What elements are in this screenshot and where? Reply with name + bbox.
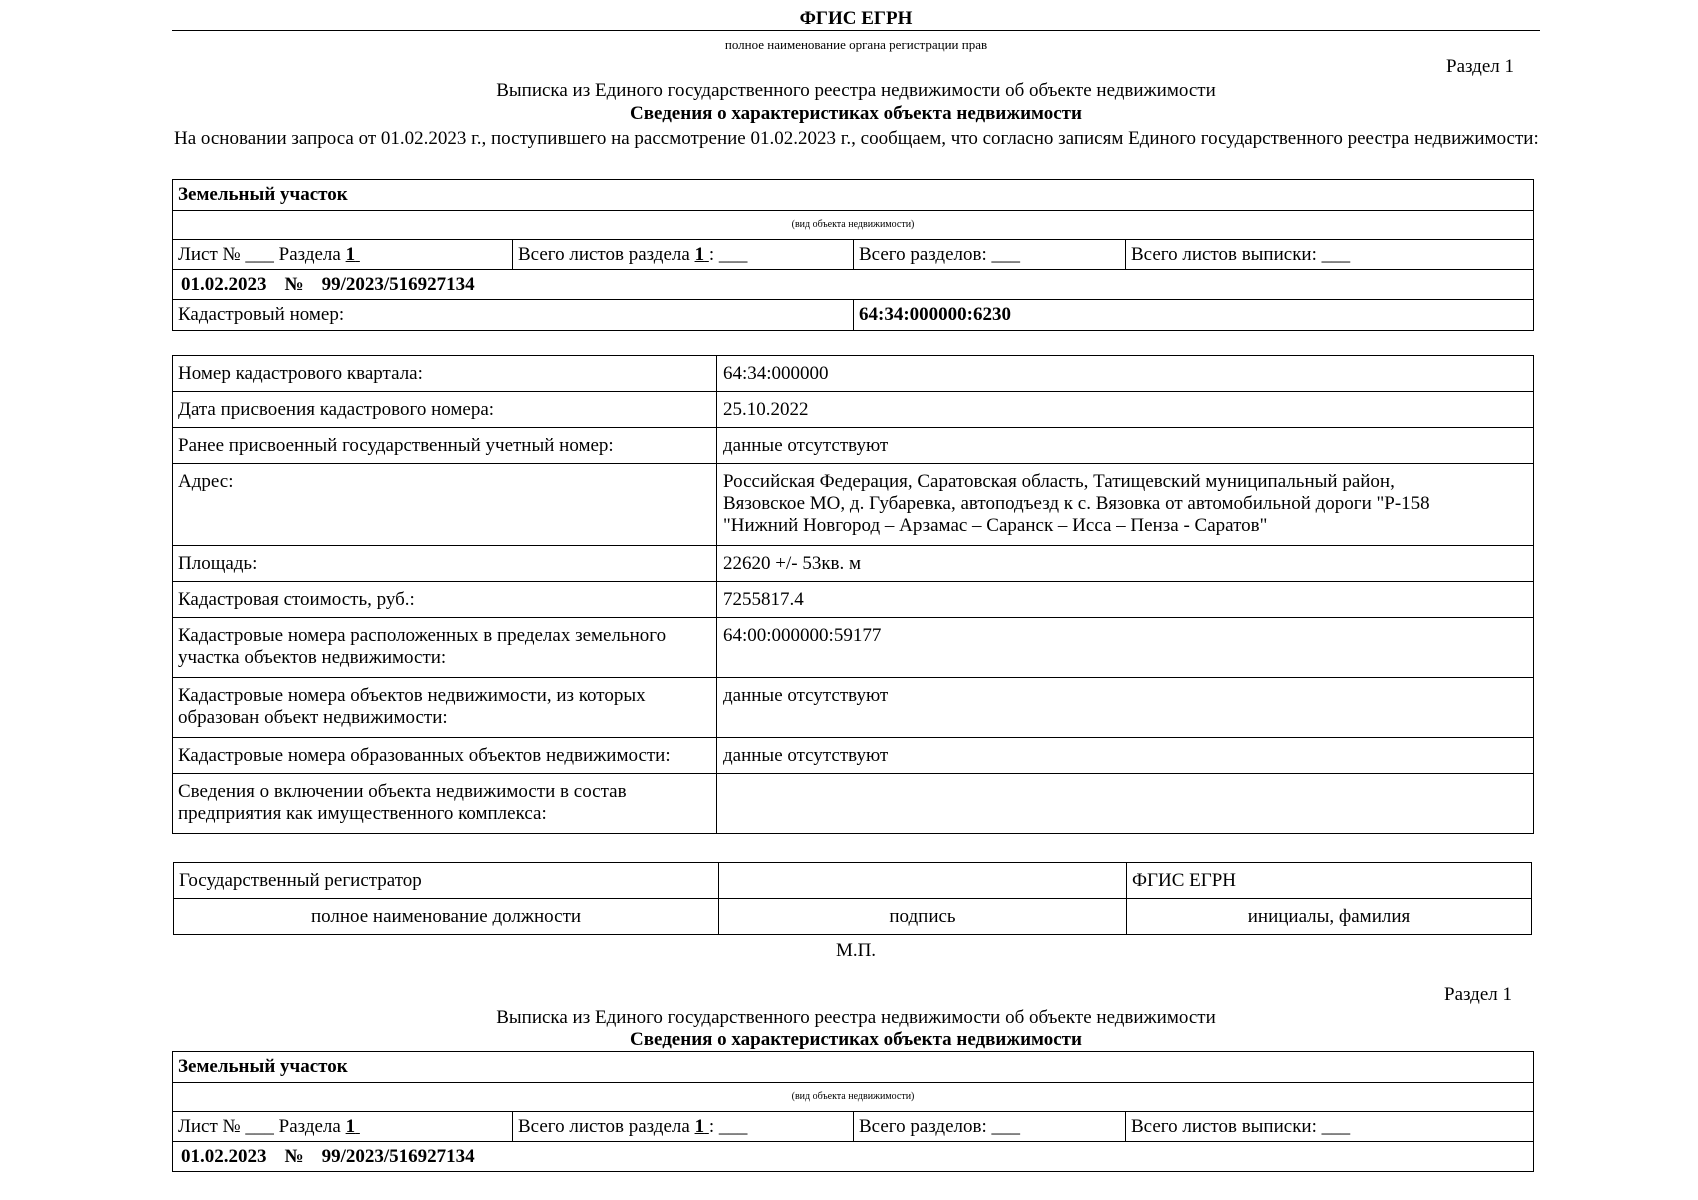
section-prefix: Раздела — [278, 243, 341, 265]
extract-date-number — [173, 1142, 1534, 1172]
property-label: Дата присвоения кадастрового номера: — [173, 392, 717, 428]
section-label-2: Раздел 1 — [1444, 984, 1512, 1005]
extract-title: Выписка из Единого государственного реестра недвижимости об объекте недвижимости — [496, 80, 1216, 101]
extract-number: 99/2023/516927134 — [321, 273, 475, 295]
total-sheets-label: Всего листов раздела — [518, 243, 690, 265]
object-type-caption: (вид объекта недвижимости) — [173, 1083, 1534, 1112]
number-sign: № — [284, 273, 304, 295]
total-extract-label: Всего листов выписки: ___ — [1126, 240, 1534, 270]
property-value: 7255817.4 — [717, 582, 1534, 618]
address-line: Российская Федерация, Саратовская область, Татищевский муниципальный район, — [723, 471, 1395, 492]
signature-caption: подпись — [719, 899, 1127, 935]
properties-table — [172, 355, 1534, 834]
signature-field — [719, 863, 1127, 899]
property-value: данные отсутствуют — [717, 428, 1534, 464]
sheet-number-cell — [173, 1112, 513, 1142]
property-value: 64:00:000000:59177 — [717, 618, 1534, 678]
number-sign: № — [284, 1145, 304, 1167]
object-type: Земельный участок — [173, 180, 1534, 211]
address-line: Вязовское МО, д. Губаревка, автоподъезд к с. Вязовка от автомобильной дороги "Р-158 — [723, 493, 1430, 514]
header-rule — [172, 30, 1540, 31]
label-line: образован объект недвижимости: — [178, 707, 448, 728]
total-sheets-suffix: : ___ — [708, 1115, 748, 1137]
position-caption: полное наименование должности — [174, 899, 719, 935]
label-line: предприятия как имущественного комплекса: — [178, 803, 547, 824]
property-label: Площадь: — [173, 546, 717, 582]
section-prefix: Раздела — [278, 1115, 341, 1137]
extract-title-2: Выписка из Единого государственного реестра недвижимости об объекте недвижимости — [496, 1007, 1216, 1028]
property-label: Адрес: — [173, 464, 717, 546]
registrar-position: Государственный регистратор — [174, 863, 719, 899]
sheet-label: Лист № — [178, 243, 241, 265]
property-value: 25.10.2022 — [717, 392, 1534, 428]
sheet-label: Лист № — [178, 1115, 241, 1137]
total-sheets-number: 1 — [694, 1115, 705, 1137]
intro-paragraph: На основании запроса от 01.02.2023 г., поступившего на рассмотрение 01.02.2023 г., сообщаем, что согласно записям Единого государственного реестра недвижимости: — [174, 128, 1539, 149]
extract-date: 01.02.2023 — [181, 1145, 267, 1167]
property-value — [717, 774, 1534, 834]
property-value: 22620 +/- 53кв. м — [717, 546, 1534, 582]
address-line: "Нижний Новгород – Арзамас – Саранск – Исса – Пенза - Саратов" — [723, 515, 1268, 536]
property-label: Кадастровые номера образованных объектов недвижимости: — [173, 738, 717, 774]
object-type: Земельный участок — [173, 1052, 1534, 1083]
sheet-value: ___ — [245, 1115, 274, 1137]
section-number: 1 — [345, 243, 356, 265]
total-sheets-suffix: : ___ — [708, 243, 748, 265]
property-value: данные отсутствуют — [717, 678, 1534, 738]
property-label — [173, 678, 717, 738]
section-label: Раздел 1 — [1446, 56, 1514, 77]
property-label: Ранее присвоенный государственный учетный номер: — [173, 428, 717, 464]
sheet-value: ___ — [245, 243, 274, 265]
total-extract-label: Всего листов выписки: ___ — [1126, 1112, 1534, 1142]
total-sheets-cell — [513, 240, 854, 270]
registrar-name: ФГИС ЕГРН — [1127, 863, 1532, 899]
registry-org-caption: полное наименование органа регистрации прав — [724, 37, 988, 52]
cadastral-number-value: 64:34:000000:6230 — [854, 300, 1534, 331]
extract-subtitle: Сведения о характеристиках объекта недвижимости — [630, 103, 1082, 124]
label-line: участка объектов недвижимости: — [178, 647, 447, 668]
total-sheets-cell — [513, 1112, 854, 1142]
property-value: данные отсутствуют — [717, 738, 1534, 774]
extract-date-number — [173, 270, 1534, 300]
extract-number: 99/2023/516927134 — [321, 1145, 475, 1167]
property-label — [173, 774, 717, 834]
signature-table — [173, 862, 1532, 935]
extract-subtitle-2: Сведения о характеристиках объекта недвижимости — [630, 1029, 1082, 1050]
property-value: 64:34:000000 — [717, 356, 1534, 392]
name-caption: инициалы, фамилия — [1127, 899, 1532, 935]
section-number: 1 — [345, 1115, 356, 1137]
total-sections-label: Всего разделов: ___ — [854, 240, 1126, 270]
object-header-table — [172, 179, 1534, 331]
property-label — [173, 618, 717, 678]
total-sections-label: Всего разделов: ___ — [854, 1112, 1126, 1142]
total-sheets-label: Всего листов раздела — [518, 1115, 690, 1137]
seal-placeholder: М.П. — [835, 940, 877, 961]
property-value — [717, 464, 1534, 546]
property-label: Номер кадастрового квартала: — [173, 356, 717, 392]
extract-date: 01.02.2023 — [181, 273, 267, 295]
label-line: Кадастровые номера объектов недвижимости, из которых — [178, 685, 646, 706]
object-type-caption: (вид объекта недвижимости) — [173, 211, 1534, 240]
registry-org-title: ФГИС ЕГРН — [799, 8, 913, 29]
property-label: Кадастровая стоимость, руб.: — [173, 582, 717, 618]
cadastral-number-label: Кадастровый номер: — [173, 300, 854, 331]
total-sheets-number: 1 — [694, 243, 705, 265]
label-line: Сведения о включении объекта недвижимости в состав — [178, 781, 627, 802]
sheet-number-cell — [173, 240, 513, 270]
object-header-table-2 — [172, 1051, 1534, 1172]
label-line: Кадастровые номера расположенных в пределах земельного — [178, 625, 667, 646]
